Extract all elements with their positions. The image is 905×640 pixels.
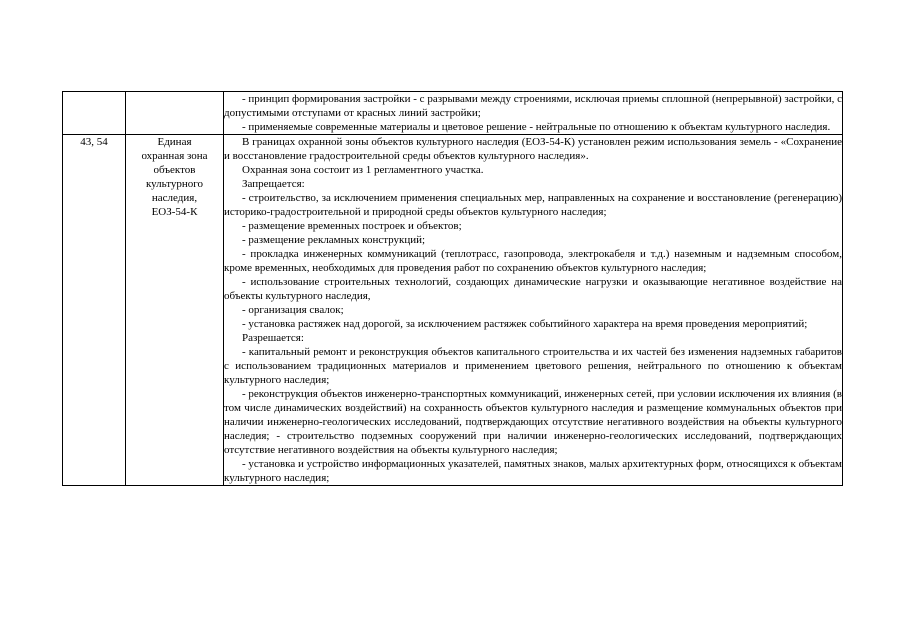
regulation-paragraph: - установка и устройство информационных указателей, памятных знаков, малых архитектурных форм, относящихся к объектам культурного наследия; xyxy=(224,458,843,484)
zone-name-cell xyxy=(126,135,224,486)
zone-name-line: объектов xyxy=(153,164,196,176)
regulation-paragraph: Запрещается: xyxy=(242,178,305,190)
regulation-paragraph: - прокладка инженерных коммуникаций (теплотрасс, газопровода, электрокабеля и т.д.) наземным и надземным способом, кроме временных, необходимых для проведения работ по сохранению объектов культурного наследия; xyxy=(224,248,842,274)
zone-name-line: культурного xyxy=(145,178,204,190)
regulation-paragraph: - установка растяжек над дорогой, за исключением растяжек событийного характера на время проведения мероприятий; xyxy=(242,318,808,330)
regulation-paragraph: - капитальный ремонт и реконструкция объектов капитального строительства и их частей без изменения надземных габаритов с использованием традиционных материалов и применением цветового решения, нейтрального по отношению к объектам культурного наследия; xyxy=(224,346,842,386)
regulation-paragraph: В границах охранной зоны объектов культурного наследия (ЕОЗ-54-К) установлен режим использования земель - «Сохранение и восстановление градостроительной среды объектов культурного наследия». xyxy=(224,136,842,162)
regulation-text-cell xyxy=(224,135,843,486)
table-row xyxy=(63,92,843,135)
table-row xyxy=(63,135,843,486)
zone-name-line: ЕОЗ-54-К xyxy=(151,206,198,218)
regulation-paragraph: Охранная зона состоит из 1 регламентного участка. xyxy=(242,164,484,176)
zone-name-line: наследия, xyxy=(151,192,198,204)
regulation-paragraph: - размещение рекламных конструкций; xyxy=(242,234,426,246)
regulation-paragraph: - размещение временных построек и объектов; xyxy=(242,220,462,232)
zone-name-line: Единая xyxy=(157,136,192,148)
regulation-text-cell xyxy=(224,92,843,135)
zone-name-cell xyxy=(126,92,224,135)
zone-number-cell xyxy=(63,92,126,135)
regulation-paragraph: - строительство, за исключением применения специальных мер, направленных на сохранение и восстановление (регенерацию) историко-градостроительной и природной среды объектов культурного наследия; xyxy=(224,192,842,218)
regulations-table xyxy=(62,91,843,486)
regulation-paragraph: - принцип формирования застройки - с разрывами между строениями, исключая приемы сплошной (непрерывной) застройки, с допустимыми отступами от красных линий застройки; xyxy=(224,93,842,119)
regulation-paragraph: - применяемые современные материалы и цветовое решение - нейтральные по отношению к объектам культурного наследия. xyxy=(242,121,831,133)
zone-number-cell: 43, 54 xyxy=(63,135,126,486)
regulation-paragraph: - реконструкция объектов инженерно-транспортных коммуникаций, инженерных сетей, при условии исключения их влияния (в том числе динамических воздействий) на сохранность объектов культурного наследия и размещение коммунальных объектов при наличии инженерно-геологических исследований, подтверждающих отсутствие негативного воздействия на объекты культурного наследия; - строительство подземных сооружений при наличии инженерно-геологических исследований, подтверждающих отсутствие негативного воздействия на объекты культурного наследия; xyxy=(224,388,842,456)
regulation-paragraph: - использование строительных технологий, создающих динамические нагрузки и оказывающие негативное воздействие на объекты культурного наследия, xyxy=(224,276,842,302)
regulation-paragraph: Разрешается: xyxy=(242,332,304,344)
regulation-paragraph: - организация свалок; xyxy=(242,304,344,316)
zone-name-line: охранная зона xyxy=(141,150,208,162)
